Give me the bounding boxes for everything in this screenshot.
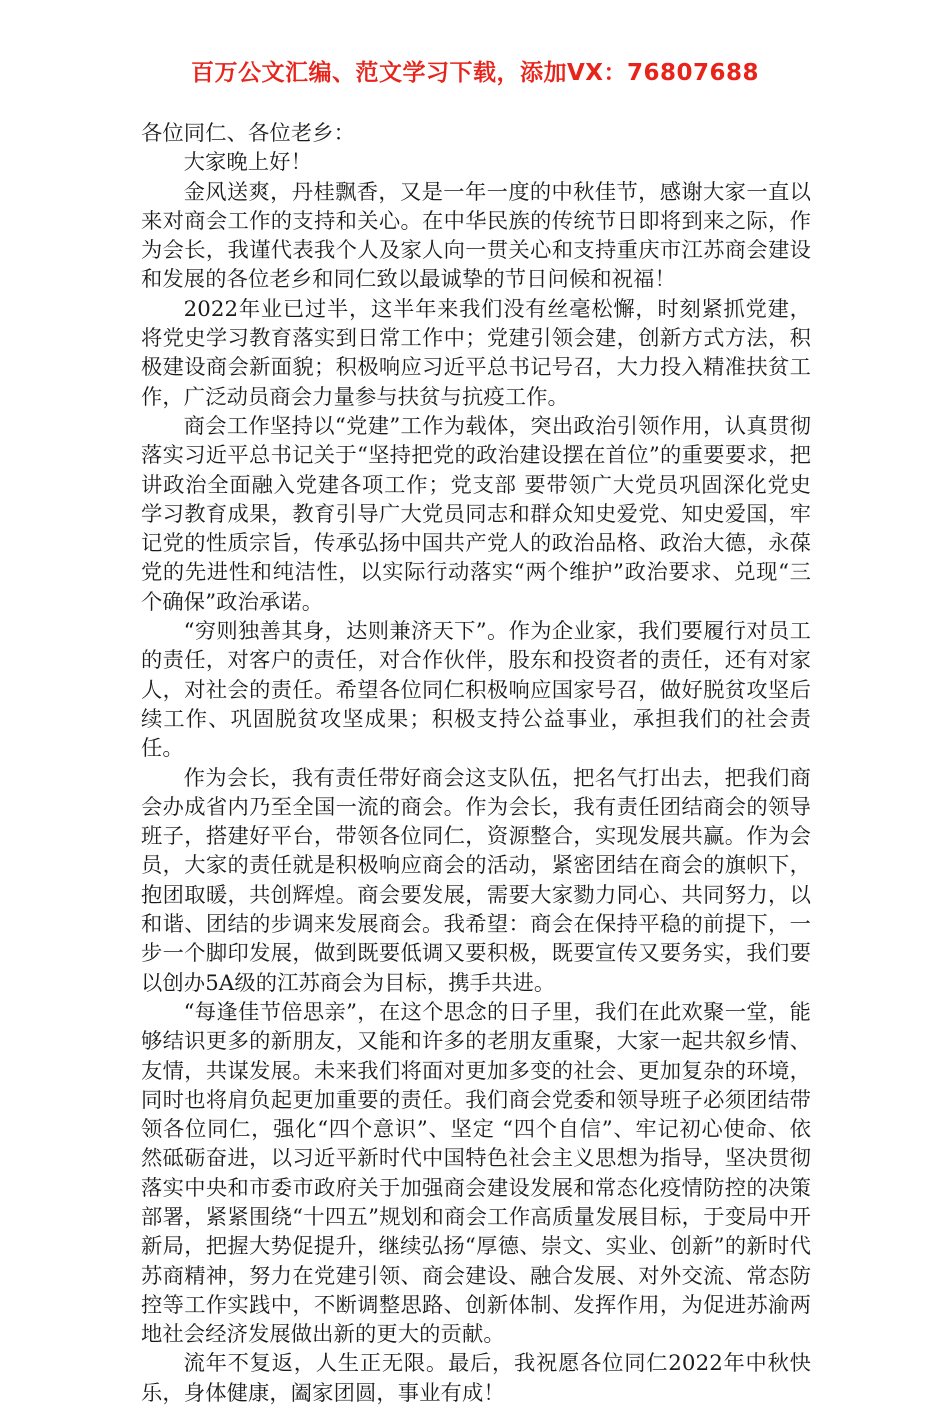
paragraph-half-year-review: 2022年业已过半，这半年来我们没有丝毫松懈，时刻紧抓党建，将党史学习教育落实到日常工作中；党建引领会建，创新方式方法，积极建设商会新面貌；积极响应习近平总书记号召，大力投入精准扶贫工作，广泛动员商会力量参与扶贫与抗疫工作。 [141, 296, 811, 410]
paragraph-party-building: 商会工作坚持以“党建”工作为载体，突出政治引领作用，认真贯彻落实习近平总书记关于“坚持把党的政治建设摆在首位”的重要要求，把讲政治全面融入党建各项工作；党支部 要带领广大党员巩固深化党史学习教育成果，教育引导广大党员同志和群众知史爱党、知史爱国，牢记党的性质宗旨，传承弘扬中国共产党人的政治品格、政治大德，永葆党的先进性和纯洁性，以实际行动落实“两个维护”政治要求、兑现“三个确保”政治承诺。 [141, 413, 811, 615]
promo-banner [0, 62, 950, 85]
paragraph-festival-reunion: “每逢佳节倍思亲”，在这个思念的日子里，我们在此欢聚一堂，能够结识更多的新朋友，又能和许多的老朋友重聚，大家一起共叙乡情、友情，共谋发展。未来我们将面对更加多变的社会、更加复杂的环境，同时也将肩负起更加重要的责任。我们商会党委和领导班子必须团结带领各位同仁，强化“四个意识”、坚定 “四个自信”、牢记初心使命、依然砥砺奋进，以习近平新时代中国特色社会主义思想为指导，坚决贯彻落实中央和市委市政府关于加强商会建设发展和常态化疫情防控的决策部署，紧紧围绕“十四五”规划和商会工作高质量发展目标，于变局中开新局，把握大势促提升，继续弘扬“厚德、崇文、实业、创新”的新时代苏商精神，努力在党建引领、商会建设、融合发展、对外交流、常态防控等工作实践中，不断调整思路、创新体制、发挥作用，为促进苏渝两地社会经济发展做出新的更大的贡献。 [141, 999, 811, 1348]
paragraph-closing-wishes: 流年不复返，人生正无限。最后，我祝愿各位同仁2022年中秋快乐，身体健康，阖家团圆，事业有成！ [141, 1351, 811, 1406]
promo-banner-text: 百万公文汇编、范文学习下载，添加VX：76807688 [190, 60, 760, 86]
paragraph-salutation: 各位同仁、各位老乡： [141, 121, 355, 146]
paragraph-social-responsibility: “穷则独善其身，达则兼济天下”。作为企业家，我们要履行对员工的责任，对客户的责任，对合作伙伴，股东和投资者的责任，还有对家人，对社会的责任。希望各位同仁积极响应国家号召，做好脱贫攻坚后续工作、巩固脱贫攻坚成果；积极支持公益事业，承担我们的社会责任。 [141, 619, 811, 762]
paragraph-greeting: 大家晚上好！ [183, 150, 312, 176]
paragraph-festival-opening: 金风送爽，丹桂飘香，又是一年一度的中秋佳节，感谢大家一直以来对商会工作的支持和关心。在中华民族的传统节日即将到来之际，作为会长，我谨代表我个人及家人向一贯关心和支持重庆市江苏商会建设和发展的各位老乡和同仁致以最诚挚的节日问候和祝福！ [141, 179, 811, 293]
paragraph-chairman-duty: 作为会长，我有责任带好商会这支队伍，把名气打出去，把我们商会办成省内乃至全国一流的商会。作为会长，我有责任团结商会的领导班子，搭建好平台，带领各位同仁，资源整合，实现发展共赢。作为会员，大家的责任就是积极响应商会的活动，紧密团结在商会的旗帜下，抱团取暖，共创辉煌。商会要发展，需要大家勠力同心、共同努力，以和谐、团结的步调来发展商会。我希望：商会在保持平稳的前提下，一步一个脚印发展，做到既要低调又要积极，既要宣传又要务实，我们要以创办5A级的江苏商会为目标，携手共进。 [141, 765, 811, 996]
document-body [141, 119, 811, 1408]
